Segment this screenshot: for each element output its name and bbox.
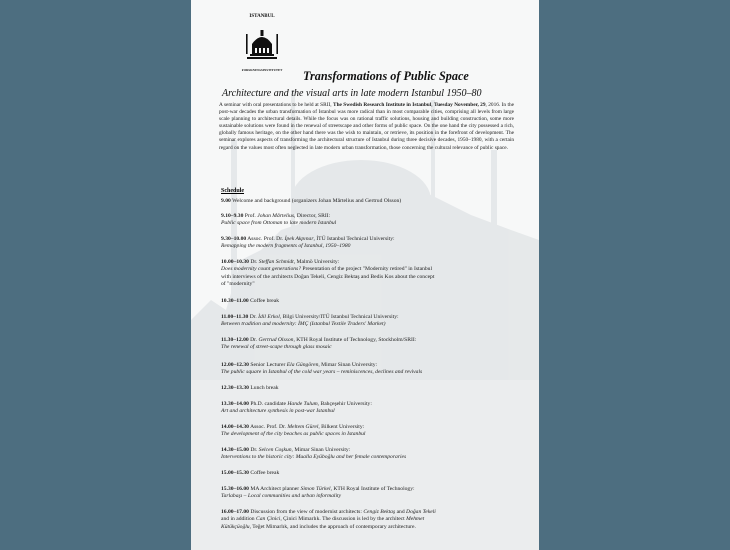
- schedule-item: 12.30–13.30 Lunch break: [221, 385, 279, 391]
- schedule-item: 12.00–12.30 Senior Lecturer Ela Güngören, Mimar Sinan University: The public square in Istanbul of the cold war years – reminiscences, declines and revivals: [221, 362, 423, 376]
- institute-logo: [233, 10, 291, 74]
- schedule-item: 9.10–9.30 Prof. Johan Mårtelius, Director, SRII: Public space from Ottoman to late modern Istanbul: [221, 213, 337, 227]
- poster-subtitle: Architecture and the visual arts in late modern Istanbul 1950–80: [222, 88, 482, 99]
- intro-paragraph: A seminar with oral presentations to be held at SRII, The Swedish Research Institute in Istanbul, Tuesday November, 29, 2016. In the post-war decades the urban transformation of Istanbul was more radical than in most comparable cities, comprising all levels from large scale planning to architectural details. While the focus was on rational traffic solutions, housing and building construction, some more sustainable solutions were found in the renewal of streetscape and other forms of public space. On the one hand the city possessed a rich, globally famous heritage, on the other hand there was the wish to maintain, or retrieve, its position in the forefront of development. The seminar explores aspects of transforming the architectural structure of Istanbul during three decisive decades, 1950–1980, with a certain regard on the values most often neglected in late modern urban transformation, those concerning the cultural relevance of public space.: [219, 102, 515, 151]
- schedule-item: 14.00–14.30 Assoc. Prof. Dr. Meltem Gürel, Bilkent University: The development of the city beaches as public spaces in Istanbul: [221, 424, 366, 438]
- schedule-item: 11.00–11.30 Dr. İdil Erkol, Bilgi University/ITÜ Istanbul Technical University: Between tradition and modernity: İMÇ (Istanbul Textile Traders' Market): [221, 314, 399, 328]
- schedule-item: 10.00–10.30 Dr. Steffan Schmidt, Malmö University: Does modernity count generations? Presentation of the project "Modernity retired" in Istanbul with interviews of the architects Doğan Tekeli, Cengiz Bektaş and Bedis Kos about the concept of "modernity": [221, 259, 435, 288]
- schedule-item: 14.30–15.00 Dr. Selcen Coşkun, Mimar Sinan University: Interventions to the historic city: Mualla Eyüboğlu and her female contemporaries: [221, 447, 407, 461]
- schedule-item: 11.30–12.00 Dr. Gertrud Olsson, KTH Royal Institute of Technology, Stockholm/SRII: The renewal of street-scape through glass mosaic: [221, 337, 417, 351]
- schedule-item: 15.30–16.00 MA Architect planner Simon Türkel, KTH Royal Institute of Technology: Tarlabaşı – Local communities and urban informality: [221, 486, 415, 500]
- poster-title: Transformations of Public Space: [303, 69, 469, 83]
- schedule-item: 16.00–17.00 Discussion from the view of modernist architects: Cengiz Bektaş and Doğan Tekeli and in addition Can Çinici, Çinici Mimarlık. The discussion is led by the architect Mehmet Kütükçüoğlu, Teğet Mimarlık, and includes the approach of contemporary architecture.: [221, 509, 436, 530]
- svg-text:FORSKNINGSINSTITUTET: FORSKNINGSINSTITUTET: [241, 68, 283, 72]
- schedule-item: 9.00 Welcome and background (organizers Johan Mårtelius and Gertrud Olsson): [221, 198, 402, 204]
- svg-text:ISTANBUL: ISTANBUL: [249, 14, 275, 19]
- schedule-item: 13.30–14.00 Ph.D. candidate Hande Tulum, Bahçeşehir University: Art and architecture synthesis in post-war Istanbul: [221, 401, 372, 415]
- schedule-heading: Schedule: [221, 188, 245, 194]
- schedule-item: 9.30–10.00 Assoc. Prof. Dr. İpek Akpınar, İTÜ Istanbul Technical University: Remapping the modern fragments of Istanbul, 1950–1980: [221, 236, 395, 250]
- schedule-item: 15.00–15.30 Coffee break: [221, 470, 280, 476]
- schedule-item: 10.30–11.00 Coffee break: [221, 298, 280, 304]
